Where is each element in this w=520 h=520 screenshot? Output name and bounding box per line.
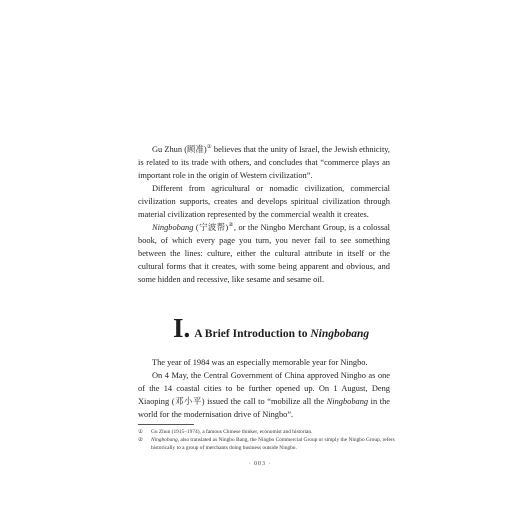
footnote-ref-2: ② — [228, 222, 234, 228]
footnote-2-body — [151, 436, 400, 452]
footnote-1 — [138, 428, 400, 436]
paragraph-ningbobang — [138, 221, 390, 286]
p3-term: Ningbobang — [152, 223, 194, 232]
p3-chinese-term: 宁波帮 — [198, 223, 226, 232]
footnote-2-italic: Ningbobang — [151, 437, 178, 443]
footnote-1-mark: ① — [138, 429, 143, 435]
p5-text-c: in the world for the modernisation drive of Ningbo”. — [138, 397, 391, 419]
footnote-divider — [138, 424, 194, 425]
paragraph-deng-xiaoping — [138, 369, 390, 421]
p3-open-paren: ( — [193, 223, 199, 232]
footnotes — [138, 428, 400, 452]
section-heading — [173, 315, 369, 342]
p3-close-paren: ) — [225, 223, 229, 232]
p5-italic-term: Ningbobang — [326, 397, 369, 406]
footnote-2-text: , also translated as Ningbo Bang, the Ningbo Commercial Group or simply the Ningbo Group, refers historically to a group of merchants doing business outside Ningbo. — [151, 437, 395, 451]
p1-close-paren: ) — [203, 145, 207, 154]
section-title-pre: A Brief Introduction to — [194, 328, 311, 340]
footnote-2-mark: ② — [138, 437, 143, 443]
top-text-block — [138, 143, 390, 286]
p1-text-b: believes that the unity of Israel, the Jewish ethnicity, is related to its trade with others, and concludes that “commerce plays an important role in the origin of Western civilization”. — [138, 145, 391, 180]
p1-text-a: Gu Zhun ( — [152, 145, 187, 154]
footnote-1-text: Gu Zhun (1915–1974), a famous Chinese thinker, economist and historian. — [151, 429, 313, 435]
section-title-italic: Ningbobang — [310, 328, 370, 340]
section-numeral: I. — [173, 313, 191, 343]
paragraph-1984: The year of 1984 was an especially memorable year for Ningbo. — [152, 358, 368, 367]
p5-text-b: ) issued the call to “mobilize all the — [201, 397, 327, 406]
section-title — [194, 328, 369, 340]
p5-chinese-name: 邓小平 — [174, 397, 202, 406]
footnote-2 — [138, 436, 400, 452]
paragraph-gu-zhun — [138, 143, 390, 182]
bottom-text-block — [138, 356, 390, 421]
p5-text-a: On 4 May, the Central Government of China approved Ningbo as one of the 14 coastal cities to be further opened up. On 1 August, Deng Xiaoping ( — [138, 371, 390, 406]
p3-rest: , or the Ningbo Merchant Group, is a colossal book, of which every page you turn, you never fail to see something between the lines: culture, either the cultural attribute in itself or the cultural forms that it creates, with some being apparent and obvious, and some hidden and recessive, like sesame and sesame oil. — [138, 223, 391, 284]
footnote-ref-1: ① — [206, 144, 212, 150]
paragraph-commercial-civilization: Different from agricultural or nomadic civilization, commercial civilization supports, creates and develops spiritual civilization through material civilization represented by the commercial wealth it creates. — [138, 184, 390, 219]
page-number: · 003 · — [248, 461, 272, 467]
p1-chinese-name: 顾准 — [187, 145, 204, 154]
